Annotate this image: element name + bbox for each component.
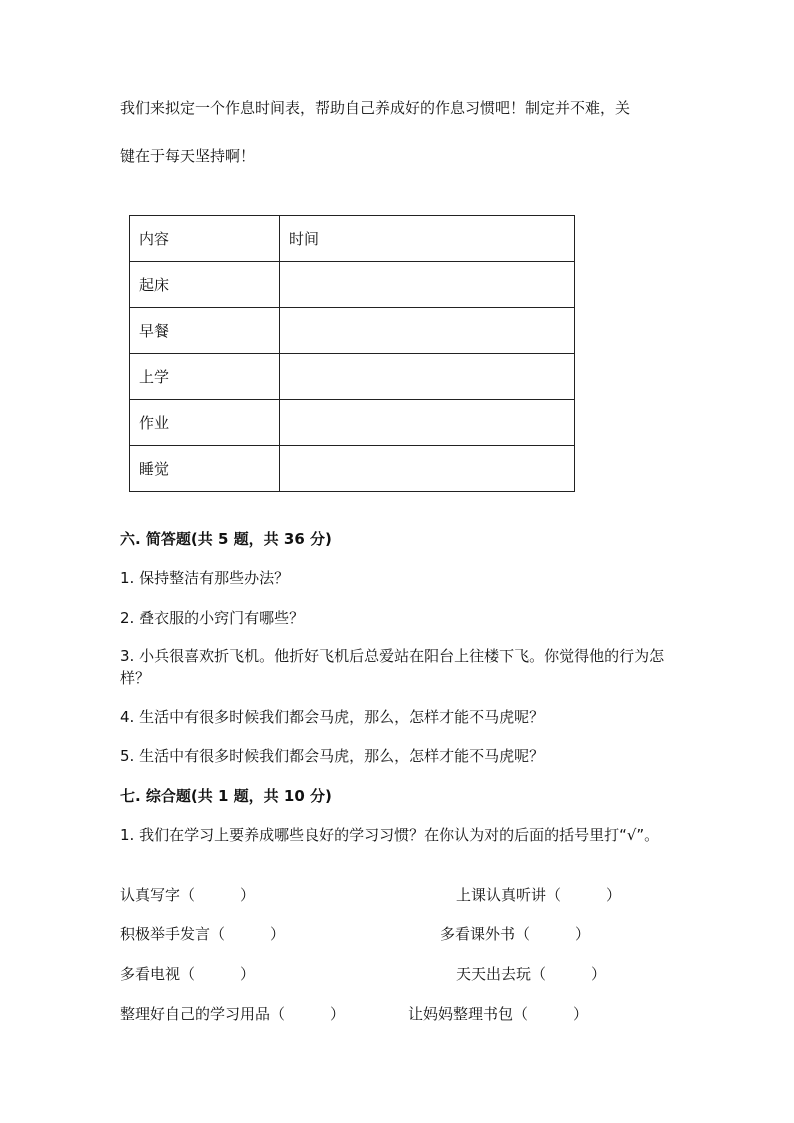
option-watch-tv: 多看电视（ ） [120, 965, 256, 983]
option-listen-in-class: 上课认真听讲（ ） [456, 886, 622, 904]
row-item: 早餐 [130, 308, 280, 354]
section-6-question-4: 4. 生活中有很多时候我们都会马虎，那么，怎样才能不马虎呢？ [120, 708, 545, 726]
table-row [130, 262, 575, 308]
row-time-cell [280, 262, 575, 308]
intro-line-1: 我们来拟定一个作息时间表，帮助自己养成好的作息习惯吧！制定并不难，关 [120, 99, 631, 117]
option-read-more-books: 多看课外书（ ） [440, 925, 591, 943]
section-7-question-1: 1. 我们在学习上要养成哪些良好的学习习惯？在你认为对的后面的括号里打“√”。 [120, 826, 660, 844]
section-6-question-2: 2. 叠衣服的小窍门有哪些？ [120, 609, 305, 627]
header-time: 时间 [280, 216, 575, 262]
row-item: 起床 [130, 262, 280, 308]
option-organize-supplies: 整理好自己的学习用品（ ） [120, 1005, 346, 1023]
section-7-title: 七. 综合题(共 1 题，共 10 分) [120, 787, 332, 805]
section-6-title: 六. 简答题(共 5 题，共 36 分) [120, 530, 332, 548]
row-time-cell [280, 354, 575, 400]
section-6-question-5: 5. 生活中有很多时候我们都会马虎，那么，怎样才能不马虎呢？ [120, 747, 545, 765]
table-row [130, 446, 575, 492]
row-item: 睡觉 [130, 446, 280, 492]
row-time-cell [280, 446, 575, 492]
intro-line-2: 键在于每天坚持啊！ [120, 147, 256, 165]
section-6-question-1: 1. 保持整洁有那些办法？ [120, 569, 290, 587]
header-content: 内容 [130, 216, 280, 262]
option-write-carefully: 认真写字（ ） [120, 886, 256, 904]
section-6-question-3: 3. 小兵很喜欢折飞机。他折好飞机后总爱站在阳台上往楼下飞。你觉得他的行为怎样？ [120, 647, 665, 687]
row-time-cell [280, 308, 575, 354]
table-header-row [130, 216, 575, 262]
schedule-table [129, 215, 575, 492]
row-time-cell [280, 400, 575, 446]
table-row [130, 400, 575, 446]
option-go-out-play: 天天出去玩（ ） [456, 965, 607, 983]
option-raise-hand: 积极举手发言（ ） [120, 925, 286, 943]
table-row [130, 354, 575, 400]
table-row [130, 308, 575, 354]
row-item: 上学 [130, 354, 280, 400]
option-mom-packs-bag: 让妈妈整理书包（ ） [408, 1005, 589, 1023]
row-item: 作业 [130, 400, 280, 446]
